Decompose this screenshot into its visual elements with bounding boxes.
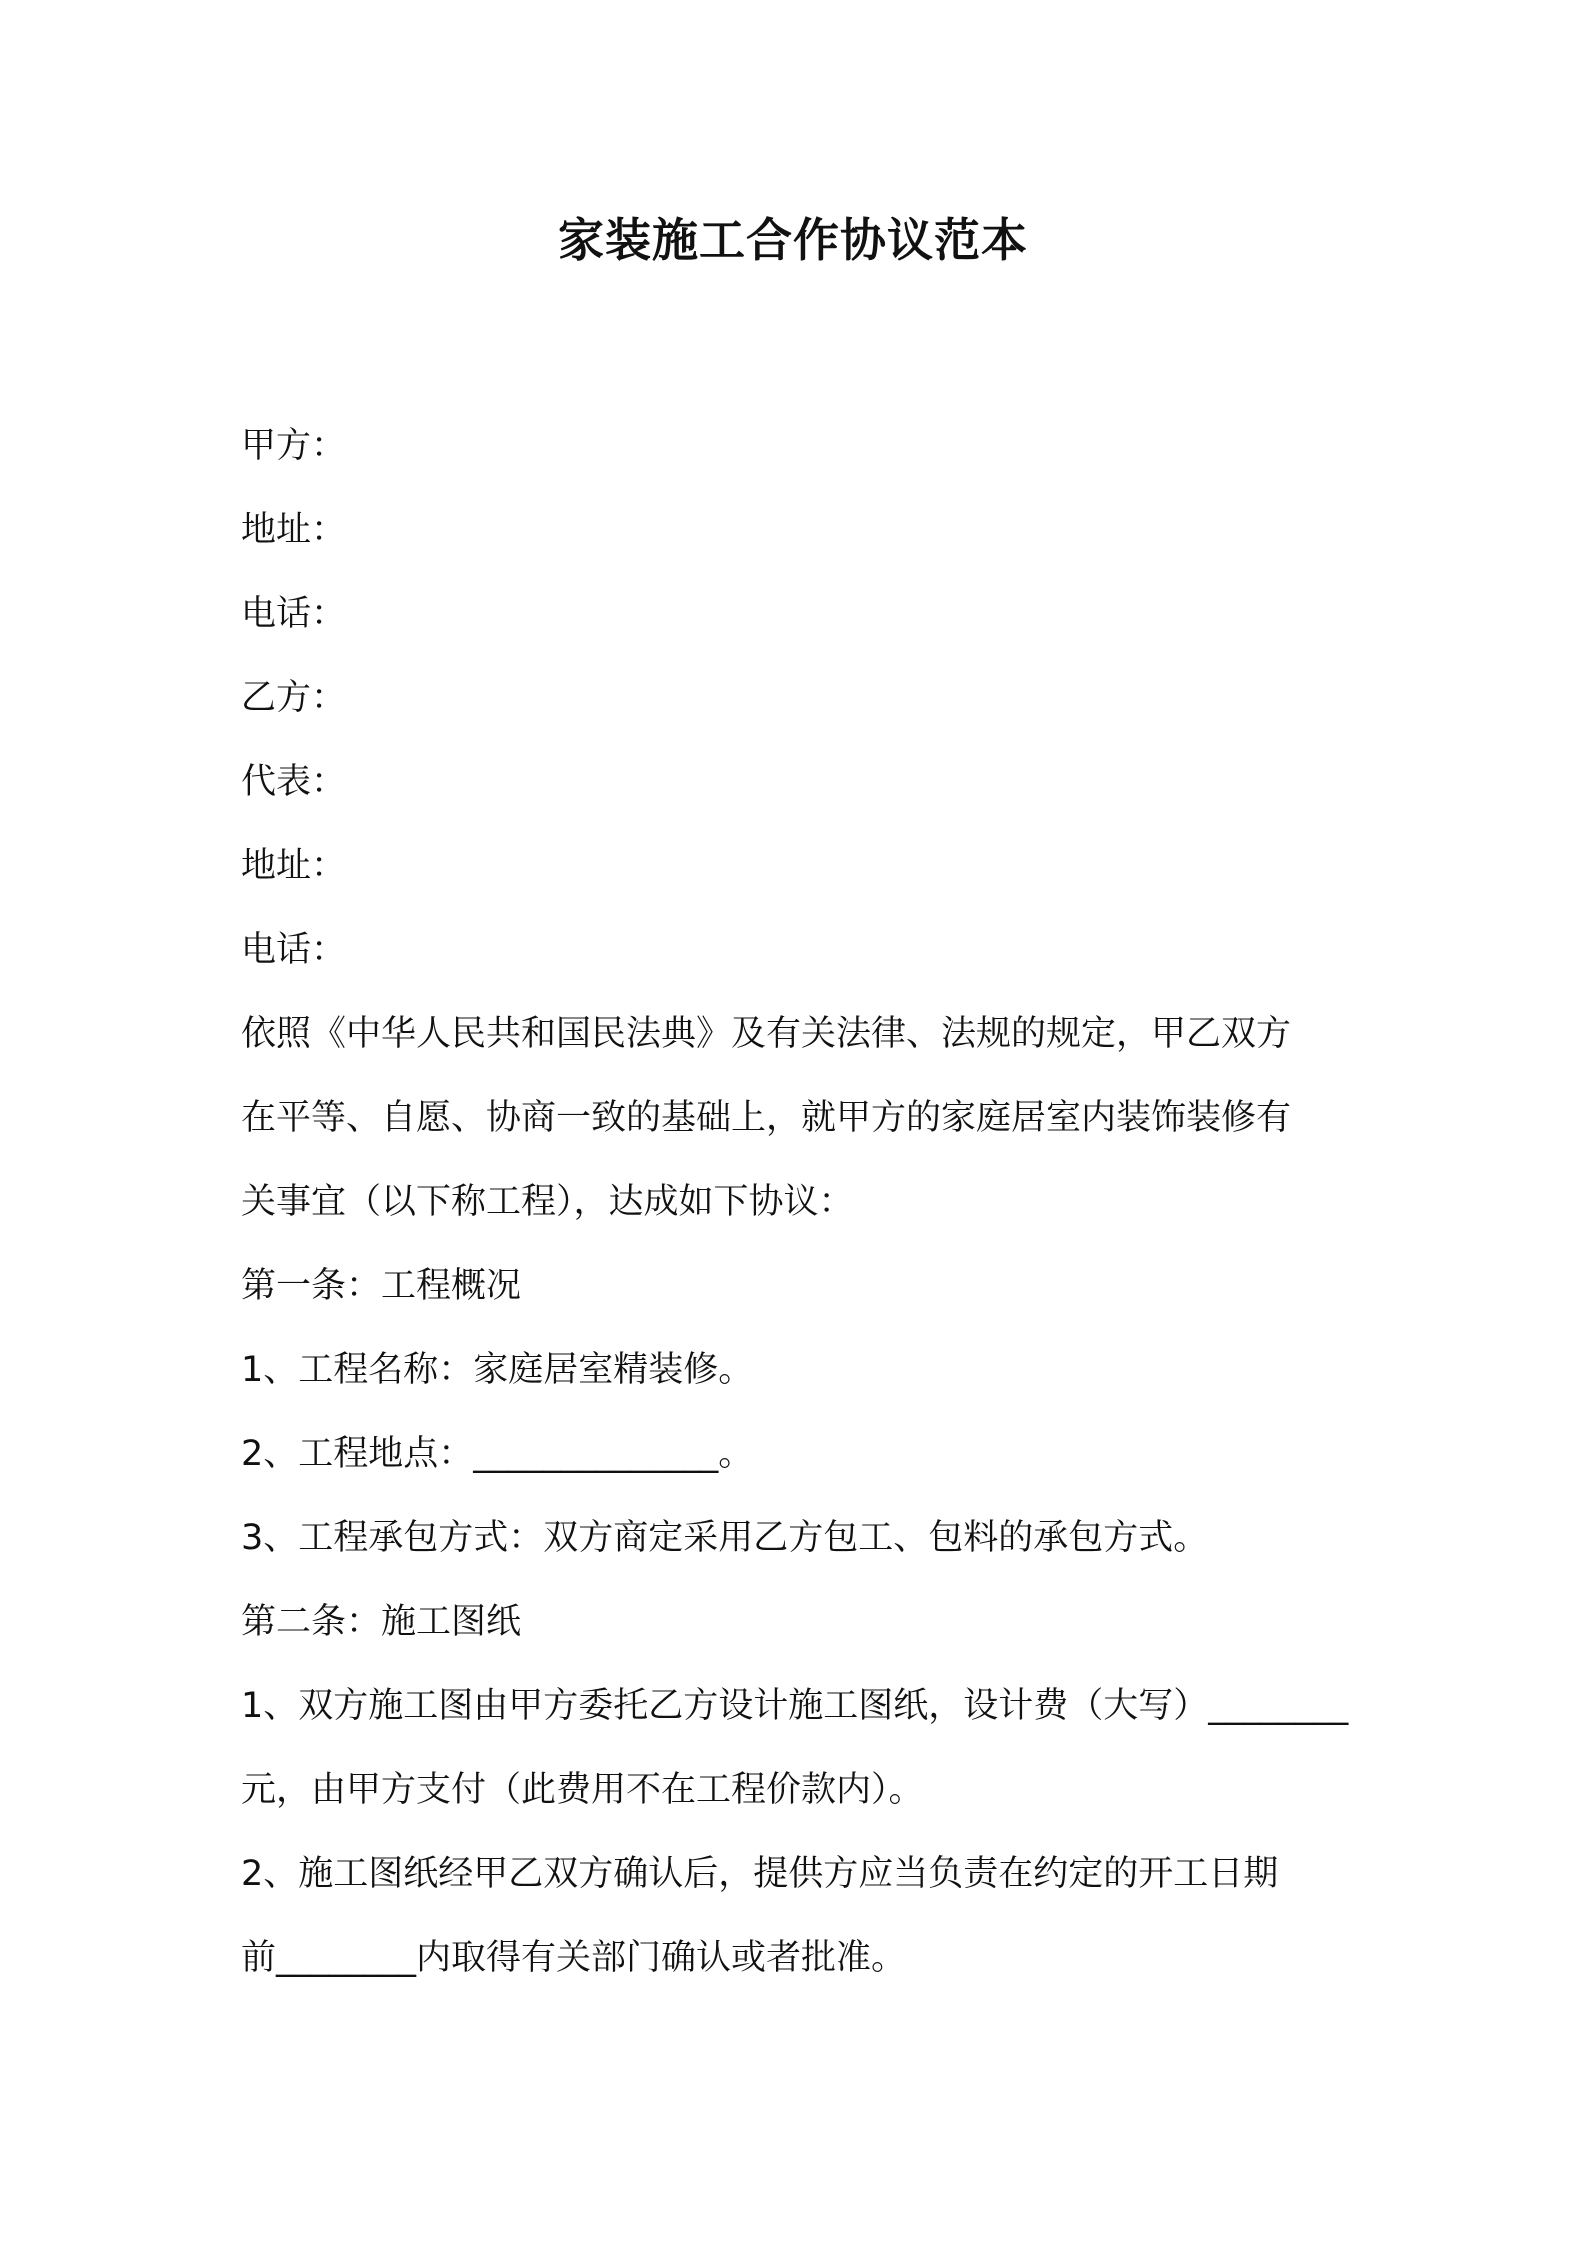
party-b-phone-line: 电话： xyxy=(241,930,347,970)
party-b-line: 乙方： xyxy=(241,678,347,718)
article-2-item-2-line-2: 前________内取得有关部门确认或者批准。 xyxy=(241,1938,907,1978)
document-body xyxy=(241,404,1353,2000)
party-b-representative-line: 代表： xyxy=(241,762,347,802)
party-a-address-line: 地址： xyxy=(241,510,347,550)
article-2-item-1-line-1: 1、双方施工图由甲方委托乙方设计施工图纸，设计费（大写）________ xyxy=(241,1686,1349,1726)
document-title: 家装施工合作协议范本 xyxy=(558,213,1028,267)
preamble-line-1: 依照《中华人民共和国民法典》及有关法律、法规的规定，甲乙双方 xyxy=(241,1014,1292,1054)
party-b-address-line: 地址： xyxy=(241,846,347,886)
preamble-line-2: 在平等、自愿、协商一致的基础上，就甲方的家庭居室内装饰装修有 xyxy=(241,1098,1292,1138)
article-2-item-1-line-2: 元，由甲方支付（此费用不在工程价款内）。 xyxy=(241,1770,924,1810)
article-1-item-2: 2、工程地点：______________。 xyxy=(241,1434,754,1474)
article-1-heading: 第一条：工程概况 xyxy=(241,1266,522,1306)
party-a-phone-line: 电话： xyxy=(241,594,347,634)
party-a-line: 甲方： xyxy=(241,426,347,466)
article-2-heading: 第二条：施工图纸 xyxy=(241,1602,522,1642)
article-1-item-3: 3、工程承包方式：双方商定采用乙方包工、包料的承包方式。 xyxy=(241,1518,1209,1558)
article-2-item-2-line-1: 2、施工图纸经甲乙双方确认后，提供方应当负责在约定的开工日期 xyxy=(241,1854,1279,1894)
preamble-line-3: 关事宜（以下称工程），达成如下协议： xyxy=(241,1182,854,1222)
article-1-item-1: 1、工程名称：家庭居室精装修。 xyxy=(241,1350,754,1390)
